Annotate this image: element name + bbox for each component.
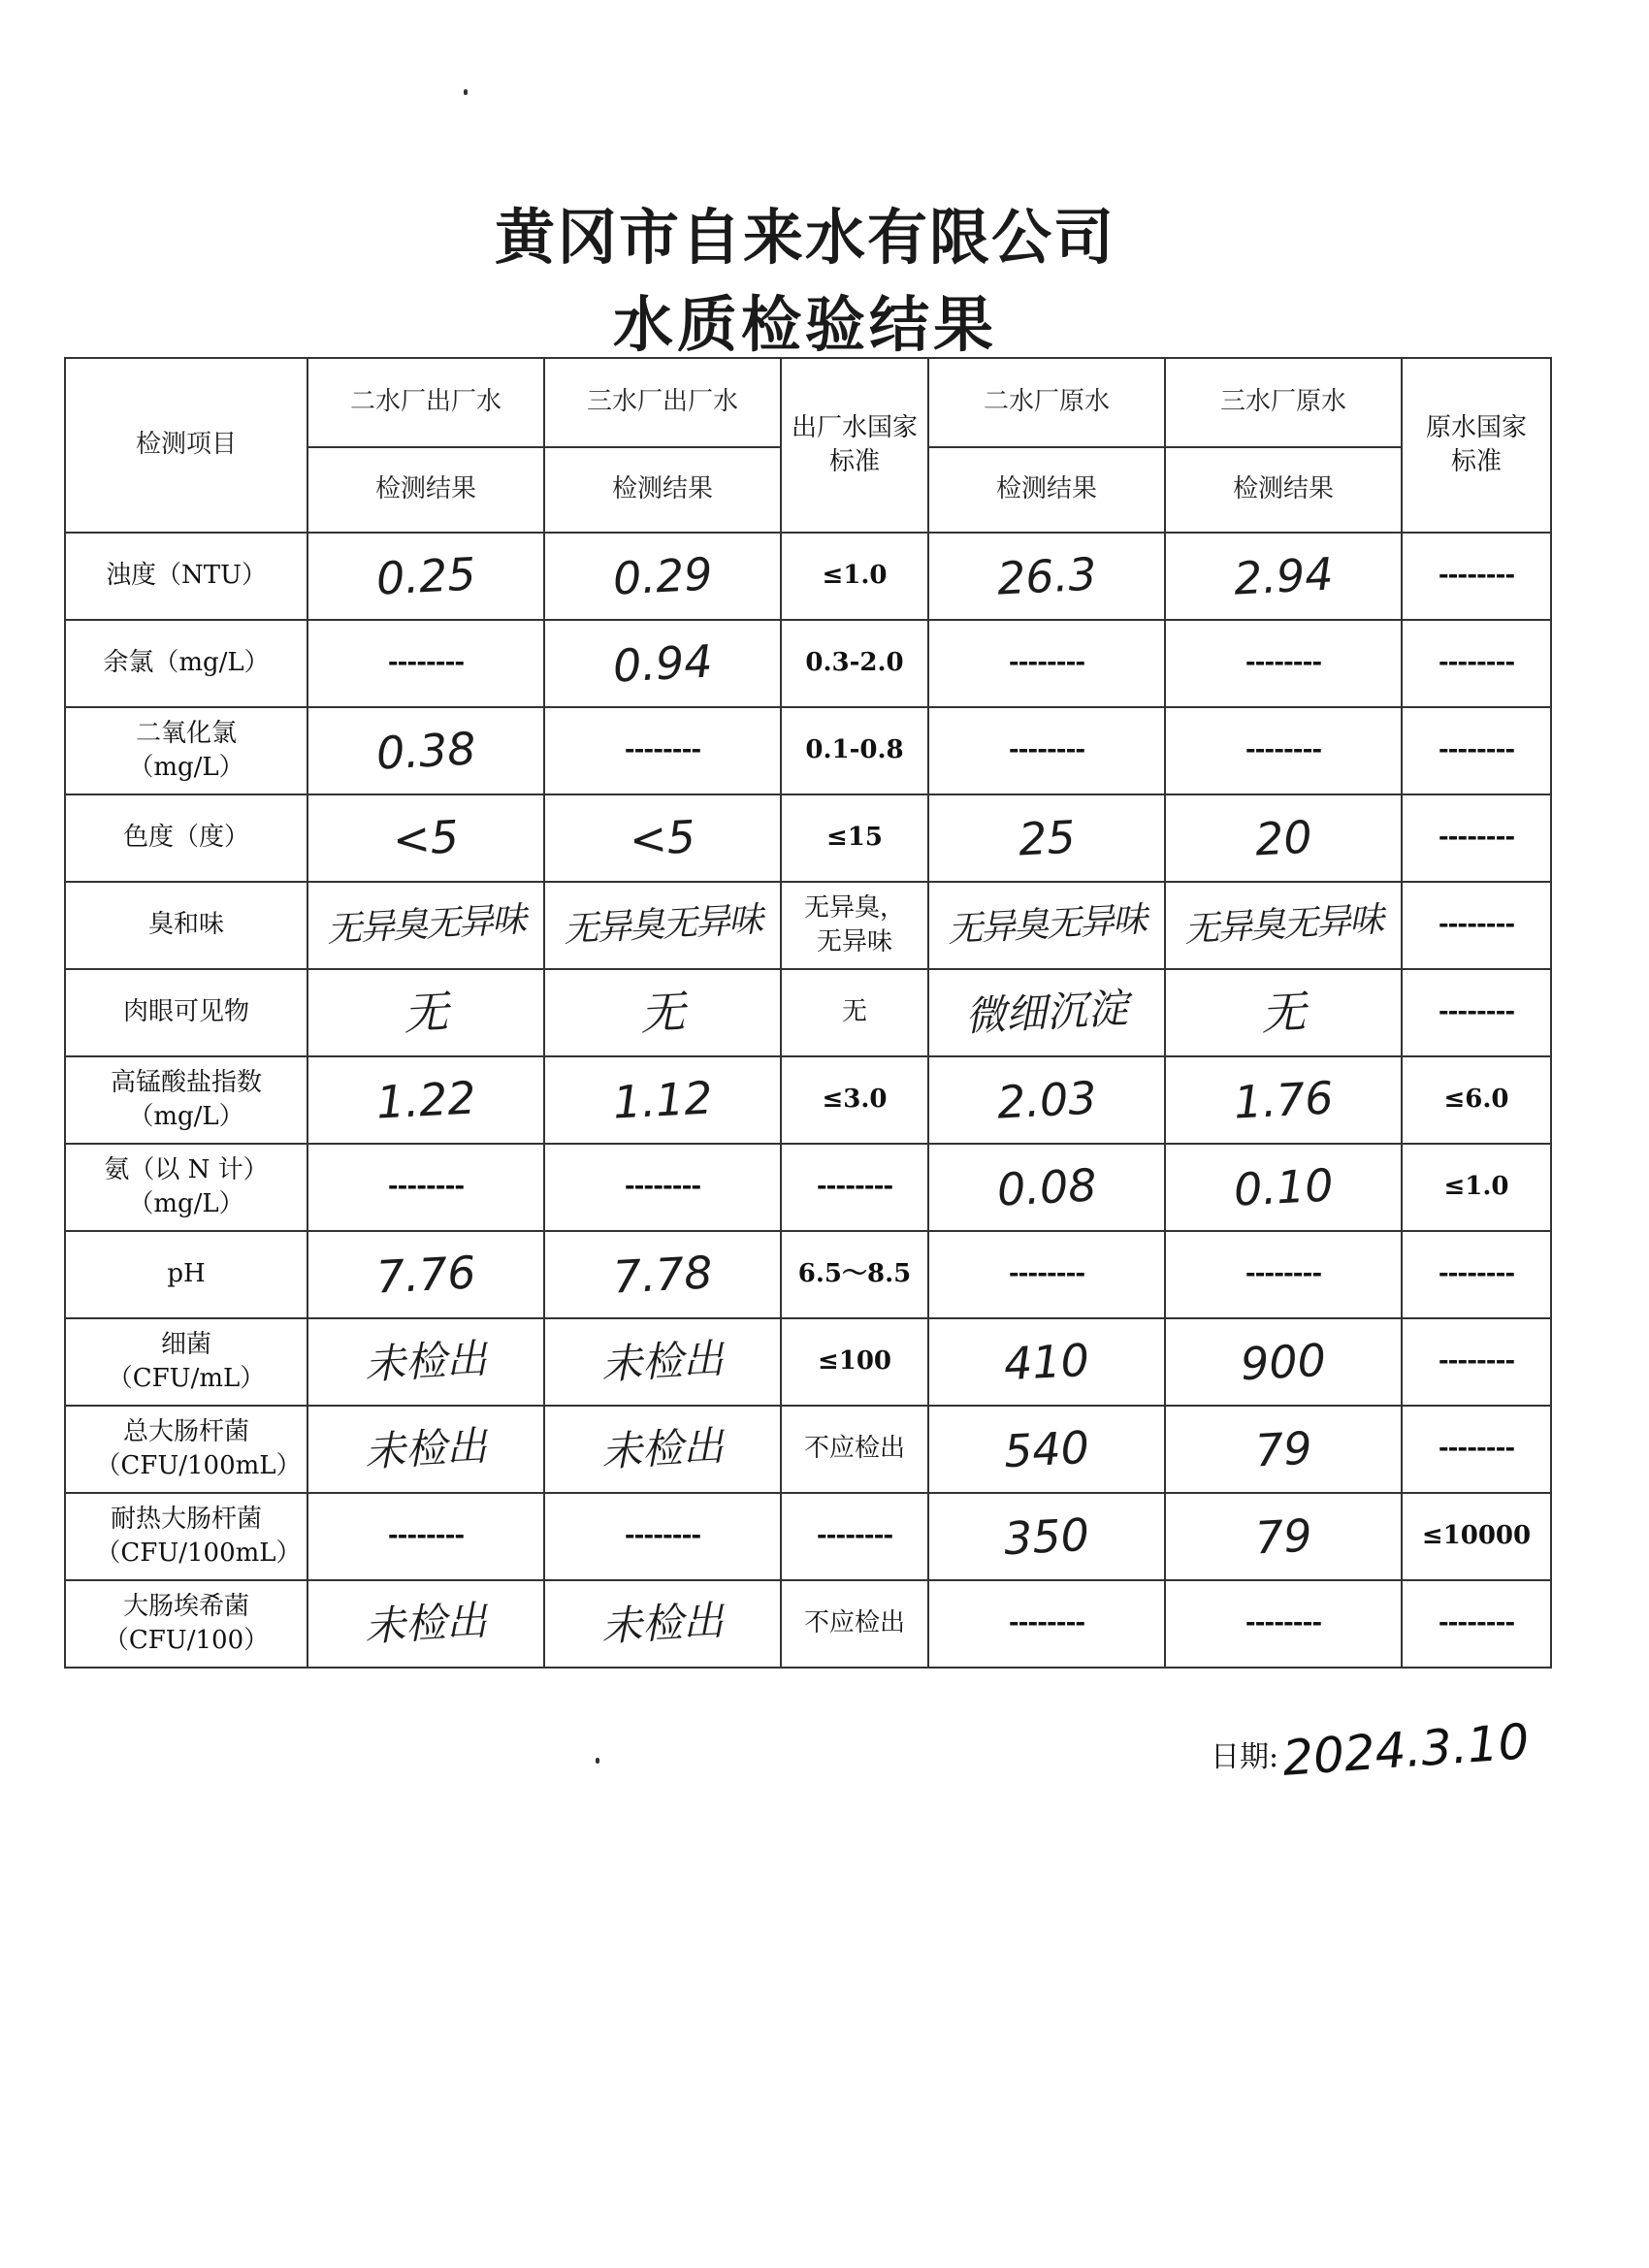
- result-cell: [544, 533, 781, 620]
- result-cell: [928, 794, 1165, 882]
- result-cell: [307, 1406, 544, 1493]
- empty-dash: --------: [624, 1521, 701, 1551]
- item-name: 耐热大肠杆菌（CFU/100mL）: [95, 1504, 302, 1568]
- header-col2: 三水厂出厂水: [544, 358, 781, 447]
- result-cell: [928, 969, 1165, 1056]
- standard-value: ≤3.0: [822, 1085, 888, 1115]
- empty-dash: --------: [816, 1172, 893, 1202]
- standard-value: ≤1.0: [1443, 1172, 1509, 1202]
- result-cell: [544, 1318, 781, 1406]
- item-name: 肉眼可见物: [122, 997, 249, 1027]
- handwritten-result: 无异臭无异味: [563, 899, 762, 951]
- standard-cell: [1402, 1406, 1551, 1493]
- handwritten-result: 0.25: [374, 547, 477, 605]
- standard-cell: [1402, 794, 1551, 882]
- empty-dash: --------: [1438, 561, 1515, 591]
- result-cell: [544, 882, 781, 969]
- standard-cell: [1402, 707, 1551, 794]
- empty-dash: --------: [816, 1521, 893, 1551]
- table-row: [65, 1493, 1551, 1580]
- result-cell: [928, 620, 1165, 707]
- date-label: 日期:: [1211, 1740, 1279, 1774]
- result-cell: [928, 707, 1165, 794]
- item-name: 色度（度）: [122, 823, 249, 853]
- result-cell: [1165, 533, 1402, 620]
- handwritten-result: 无: [1259, 985, 1308, 1041]
- handwritten-result: 未检出: [599, 1596, 726, 1650]
- empty-dash: --------: [1245, 1608, 1322, 1638]
- result-cell: [928, 1056, 1165, 1144]
- standard-cell: [781, 1493, 928, 1580]
- table-row: [65, 533, 1551, 620]
- handwritten-result: 1.76: [1232, 1071, 1335, 1129]
- result-cell: [928, 1493, 1165, 1580]
- handwritten-result: 1.22: [374, 1071, 477, 1129]
- empty-dash: --------: [1438, 1434, 1515, 1464]
- result-cell: [544, 707, 781, 794]
- standard-value: 无: [841, 997, 867, 1027]
- empty-dash: --------: [624, 1172, 701, 1202]
- result-cell: [544, 1056, 781, 1144]
- standard-out-cell: [781, 1406, 928, 1493]
- result-cell: [1165, 1406, 1402, 1493]
- result-cell: [307, 1580, 544, 1668]
- standard-raw-cell: [1402, 1056, 1551, 1144]
- header-std-raw: 原水国家标准: [1402, 358, 1551, 533]
- empty-dash: --------: [1438, 823, 1515, 853]
- result-cell: [544, 1493, 781, 1580]
- item-name: pH: [167, 1259, 206, 1289]
- result-cell: [307, 533, 544, 620]
- handwritten-result: 0.10: [1232, 1158, 1335, 1216]
- empty-dash: --------: [1245, 1259, 1322, 1289]
- item-name-cell: [65, 1231, 307, 1318]
- company-title: 黄冈市自来水有限公司: [494, 202, 1116, 273]
- result-cell: [307, 969, 544, 1056]
- standard-value: 0.1-0.8: [805, 735, 904, 765]
- empty-dash: --------: [1008, 1259, 1085, 1289]
- result-cell: [1165, 707, 1402, 794]
- handwritten-result: 540: [1002, 1420, 1091, 1478]
- table-row: [65, 1318, 1551, 1406]
- item-name: 浊度（NTU）: [105, 561, 267, 591]
- handwritten-result: 79: [1253, 1508, 1313, 1565]
- result-cell: [307, 620, 544, 707]
- handwritten-result: 7.76: [374, 1246, 477, 1304]
- header-result: 检测结果: [307, 447, 544, 533]
- result-cell: [544, 969, 781, 1056]
- standard-out-cell: [781, 1318, 928, 1406]
- result-cell: [307, 1056, 544, 1144]
- handwritten-result: 350: [1002, 1507, 1091, 1566]
- standard-value: 不应检出: [803, 1434, 905, 1464]
- standard-out-cell: [781, 620, 928, 707]
- item-name: 细菌（CFU/mL）: [107, 1329, 266, 1393]
- handwritten-result: 0.08: [995, 1158, 1098, 1216]
- empty-dash: --------: [1438, 910, 1515, 940]
- result-cell: [928, 1580, 1165, 1668]
- result-cell: [1165, 882, 1402, 969]
- handwritten-result: 0.94: [611, 634, 714, 693]
- result-cell: [544, 1580, 781, 1668]
- result-cell: [1165, 620, 1402, 707]
- item-name: 氨（以 N 计）（mg/L）: [104, 1154, 269, 1218]
- table-row: [65, 882, 1551, 969]
- handwritten-result: 未检出: [363, 1421, 489, 1475]
- result-cell: [1165, 1493, 1402, 1580]
- standard-value: ≤6.0: [1443, 1085, 1509, 1115]
- item-name: 高锰酸盐指数（mg/L）: [110, 1067, 262, 1131]
- header-result: 检测结果: [544, 447, 781, 533]
- handwritten-result: 20: [1253, 810, 1313, 866]
- empty-dash: --------: [1438, 997, 1515, 1027]
- empty-dash: --------: [1438, 1608, 1515, 1638]
- table-row: [65, 1056, 1551, 1144]
- empty-dash: --------: [387, 648, 465, 678]
- handwritten-result: 无异臭无异味: [1183, 899, 1383, 951]
- item-name-cell: [65, 1580, 307, 1668]
- result-cell: [307, 882, 544, 969]
- standard-out-cell: [781, 882, 928, 969]
- result-cell: [307, 1493, 544, 1580]
- water-quality-table: [64, 357, 1552, 1669]
- item-name: 二氧化氯（mg/L）: [128, 718, 244, 782]
- result-cell: [928, 533, 1165, 620]
- handwritten-result: 25: [1017, 810, 1077, 866]
- standard-cell: [1402, 882, 1551, 969]
- empty-dash: --------: [1438, 1259, 1515, 1289]
- result-cell: [307, 1144, 544, 1231]
- report-title: 水质检验结果: [612, 289, 997, 360]
- empty-dash: --------: [1008, 1608, 1085, 1638]
- handwritten-result: 无: [638, 985, 687, 1041]
- result-cell: [1165, 794, 1402, 882]
- header-col4: 三水厂原水: [1165, 358, 1402, 447]
- standard-out-cell: [781, 533, 928, 620]
- result-cell: [544, 1406, 781, 1493]
- standard-out-cell: [781, 1056, 928, 1144]
- handwritten-result: 410: [1002, 1333, 1091, 1391]
- result-cell: [928, 1318, 1165, 1406]
- handwritten-result: 未检出: [599, 1334, 726, 1388]
- handwritten-result: <5: [391, 810, 461, 866]
- table-row: [65, 794, 1551, 882]
- standard-cell: [781, 1144, 928, 1231]
- standard-cell: [1402, 533, 1551, 620]
- empty-dash: --------: [1008, 735, 1085, 765]
- standard-cell: [1402, 1231, 1551, 1318]
- header-result: 检测结果: [928, 447, 1165, 533]
- standard-value: ≤1.0: [822, 561, 888, 591]
- date-value: 2024.3.10: [1280, 1713, 1532, 1787]
- standard-value: 无异臭，无异味: [804, 892, 906, 956]
- scan-speck: [464, 89, 468, 95]
- handwritten-result: 7.78: [611, 1246, 714, 1304]
- handwritten-result: 0.29: [611, 547, 714, 605]
- result-cell: [928, 1231, 1165, 1318]
- date-line: [1211, 1713, 1532, 1787]
- result-cell: [544, 1144, 781, 1231]
- item-name-cell: [65, 533, 307, 620]
- header-std-out: 出厂水国家标准: [781, 358, 928, 533]
- item-name-cell: [65, 969, 307, 1056]
- result-cell: [1165, 1318, 1402, 1406]
- result-cell: [1165, 1144, 1402, 1231]
- handwritten-result: 无异臭无异味: [947, 899, 1147, 951]
- result-cell: [307, 1318, 544, 1406]
- header-item: 检测项目: [65, 358, 307, 533]
- result-cell: [544, 620, 781, 707]
- handwritten-result: 无: [402, 985, 450, 1041]
- result-cell: [928, 1144, 1165, 1231]
- handwritten-result: 1.12: [611, 1071, 714, 1129]
- table-row: [65, 1231, 1551, 1318]
- handwritten-result: 未检出: [599, 1421, 726, 1475]
- item-name-cell: [65, 1406, 307, 1493]
- empty-dash: --------: [1438, 1346, 1515, 1377]
- result-cell: [544, 1231, 781, 1318]
- handwritten-result: 2.94: [1232, 547, 1335, 605]
- result-cell: [1165, 1231, 1402, 1318]
- handwritten-result: 无异臭无异味: [326, 899, 526, 951]
- result-cell: [1165, 1056, 1402, 1144]
- result-cell: [1165, 969, 1402, 1056]
- item-name: 余氯（mg/L）: [103, 648, 270, 678]
- table-row: [65, 620, 1551, 707]
- handwritten-result: 微细沉淀: [963, 984, 1130, 1041]
- empty-dash: --------: [1245, 648, 1322, 678]
- result-cell: [928, 882, 1165, 969]
- handwritten-result: 0.38: [374, 722, 477, 780]
- result-cell: [307, 707, 544, 794]
- standard-value: ≤15: [826, 823, 883, 853]
- standard-cell: [1402, 620, 1551, 707]
- empty-dash: --------: [624, 735, 701, 765]
- table-row: [65, 1580, 1551, 1668]
- empty-dash: --------: [387, 1172, 465, 1202]
- standard-out-cell: [781, 794, 928, 882]
- item-name: 总大肠杆菌（CFU/100mL）: [95, 1416, 302, 1480]
- table-row: [65, 1406, 1551, 1493]
- item-name-cell: [65, 794, 307, 882]
- empty-dash: --------: [1245, 735, 1322, 765]
- empty-dash: --------: [1008, 648, 1085, 678]
- item-name-cell: [65, 1318, 307, 1406]
- standard-value: 不应检出: [803, 1608, 905, 1638]
- header-result: 检测结果: [1165, 447, 1402, 533]
- standard-out-cell: [781, 1580, 928, 1668]
- empty-dash: --------: [1438, 735, 1515, 765]
- item-name: 大肠埃希菌（CFU/100）: [103, 1591, 270, 1655]
- handwritten-result: 未检出: [363, 1596, 489, 1650]
- table-row: [65, 1144, 1551, 1231]
- empty-dash: --------: [1438, 648, 1515, 678]
- result-cell: [307, 794, 544, 882]
- table-row: [65, 969, 1551, 1056]
- standard-value: 6.5～8.5: [797, 1259, 912, 1289]
- result-cell: [544, 794, 781, 882]
- item-name: 臭和味: [147, 910, 224, 940]
- standard-value: 0.3-2.0: [805, 648, 904, 678]
- handwritten-result: <5: [628, 810, 697, 866]
- empty-dash: --------: [387, 1521, 465, 1551]
- handwritten-result: 900: [1239, 1333, 1328, 1391]
- standard-out-cell: [781, 707, 928, 794]
- standard-raw-cell: [1402, 1493, 1551, 1580]
- standard-cell: [1402, 1580, 1551, 1668]
- result-cell: [1165, 1580, 1402, 1668]
- item-name-cell: [65, 882, 307, 969]
- scan-speck: [596, 1758, 599, 1764]
- header-col1: 二水厂出厂水: [307, 358, 544, 447]
- handwritten-result: 79: [1253, 1421, 1313, 1477]
- item-name-cell: [65, 620, 307, 707]
- standard-out-cell: [781, 1231, 928, 1318]
- table-row: [65, 707, 1551, 794]
- standard-value: ≤10000: [1421, 1521, 1532, 1551]
- item-name-cell: [65, 1493, 307, 1580]
- standard-value: ≤100: [817, 1346, 892, 1377]
- handwritten-result: 未检出: [363, 1334, 489, 1388]
- result-cell: [307, 1231, 544, 1318]
- standard-cell: [1402, 1318, 1551, 1406]
- result-cell: [928, 1406, 1165, 1493]
- handwritten-result: 2.03: [995, 1071, 1098, 1129]
- standard-raw-cell: [1402, 1144, 1551, 1231]
- handwritten-result: 26.3: [995, 547, 1098, 605]
- item-name-cell: [65, 707, 307, 794]
- item-name-cell: [65, 1056, 307, 1144]
- header-col3: 二水厂原水: [928, 358, 1165, 447]
- standard-out-cell: [781, 969, 928, 1056]
- item-name-cell: [65, 1144, 307, 1231]
- standard-cell: [1402, 969, 1551, 1056]
